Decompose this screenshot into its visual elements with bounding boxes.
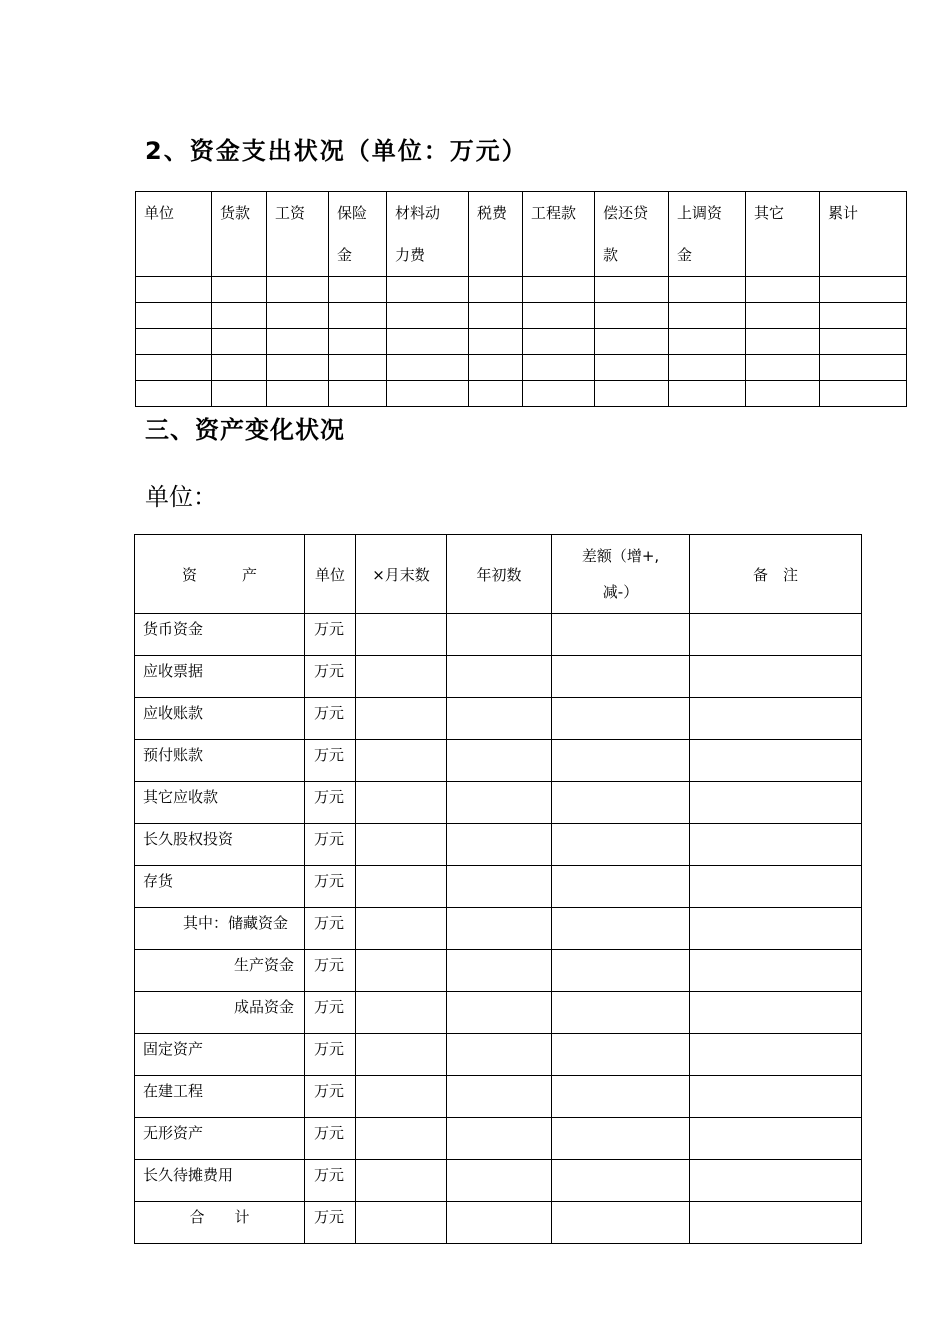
table-row xyxy=(136,277,907,303)
table-row xyxy=(136,329,907,355)
month-end-header: ×月末数 xyxy=(356,535,447,614)
row-label: 存货 xyxy=(135,866,305,908)
asset-change-table xyxy=(134,534,862,1244)
total-row xyxy=(135,1202,862,1244)
row-label: 长久待摊费用 xyxy=(135,1160,305,1202)
asset-header: 资 产 xyxy=(135,535,305,614)
table-row xyxy=(135,950,862,992)
difference-header-line2: 减-） xyxy=(602,583,639,601)
table-row xyxy=(136,381,907,407)
row-unit: 万元 xyxy=(305,1160,356,1202)
row-unit: 万元 xyxy=(305,992,356,1034)
difference-header xyxy=(552,535,690,614)
table-row xyxy=(135,1160,862,1202)
row-label: 应收票据 xyxy=(135,656,305,698)
table-row xyxy=(135,782,862,824)
row-unit: 万元 xyxy=(305,1034,356,1076)
table-row xyxy=(135,698,862,740)
header-cell: 上调资金 xyxy=(669,192,746,277)
row-unit: 万元 xyxy=(305,824,356,866)
table-row xyxy=(135,740,862,782)
row-label: 成品资金 xyxy=(135,992,305,1034)
expenditure-table xyxy=(135,191,907,407)
header-cell: 单位 xyxy=(136,192,212,277)
difference-header-line1: 差额（增+, xyxy=(581,547,660,565)
row-unit: 万元 xyxy=(305,740,356,782)
row-label: 应收账款 xyxy=(135,698,305,740)
table-row xyxy=(135,1034,862,1076)
asset-header-row xyxy=(135,535,862,614)
header-cell: 材料动力费 xyxy=(387,192,469,277)
row-label: 生产资金 xyxy=(135,950,305,992)
header-cell: 工资 xyxy=(267,192,329,277)
row-label: 无形资产 xyxy=(135,1118,305,1160)
table-row xyxy=(135,1076,862,1118)
header-cell: 货款 xyxy=(212,192,267,277)
total-label: 合 计 xyxy=(135,1202,305,1244)
table-row xyxy=(135,614,862,656)
table-row xyxy=(135,656,862,698)
row-label: 其它应收款 xyxy=(135,782,305,824)
table-row xyxy=(135,908,862,950)
row-unit: 万元 xyxy=(305,782,356,824)
table-row xyxy=(135,866,862,908)
row-label: 长久股权投资 xyxy=(135,824,305,866)
unit-label: 单位： xyxy=(145,483,217,511)
row-unit: 万元 xyxy=(305,1118,356,1160)
section-3-title: 三、资产变化状况 xyxy=(145,416,345,444)
row-label: 货币资金 xyxy=(135,614,305,656)
remark-header: 备 注 xyxy=(690,535,862,614)
row-label: 固定资产 xyxy=(135,1034,305,1076)
table-row xyxy=(135,1118,862,1160)
table-row xyxy=(136,303,907,329)
unit-header: 单位 xyxy=(305,535,356,614)
section-2-title: 2、资金支出状况（单位：万元） xyxy=(145,137,528,165)
row-unit: 万元 xyxy=(305,908,356,950)
row-label: 在建工程 xyxy=(135,1076,305,1118)
row-unit: 万元 xyxy=(305,656,356,698)
header-cell: 累计 xyxy=(820,192,907,277)
header-cell: 税费 xyxy=(469,192,523,277)
table-row xyxy=(135,824,862,866)
header-cell: 其它 xyxy=(746,192,820,277)
row-unit: 万元 xyxy=(305,614,356,656)
row-unit: 万元 xyxy=(305,698,356,740)
row-label: 预付账款 xyxy=(135,740,305,782)
year-start-header: 年初数 xyxy=(447,535,552,614)
table-row xyxy=(136,355,907,381)
row-unit: 万元 xyxy=(305,866,356,908)
expenditure-header-row xyxy=(136,192,907,277)
header-cell: 偿还贷款 xyxy=(595,192,669,277)
header-cell: 保险金 xyxy=(329,192,387,277)
row-unit: 万元 xyxy=(305,1076,356,1118)
row-label: 其中：储藏资金 xyxy=(135,908,305,950)
table-row xyxy=(135,992,862,1034)
row-unit: 万元 xyxy=(305,950,356,992)
row-unit: 万元 xyxy=(305,1202,356,1244)
header-cell: 工程款 xyxy=(523,192,595,277)
